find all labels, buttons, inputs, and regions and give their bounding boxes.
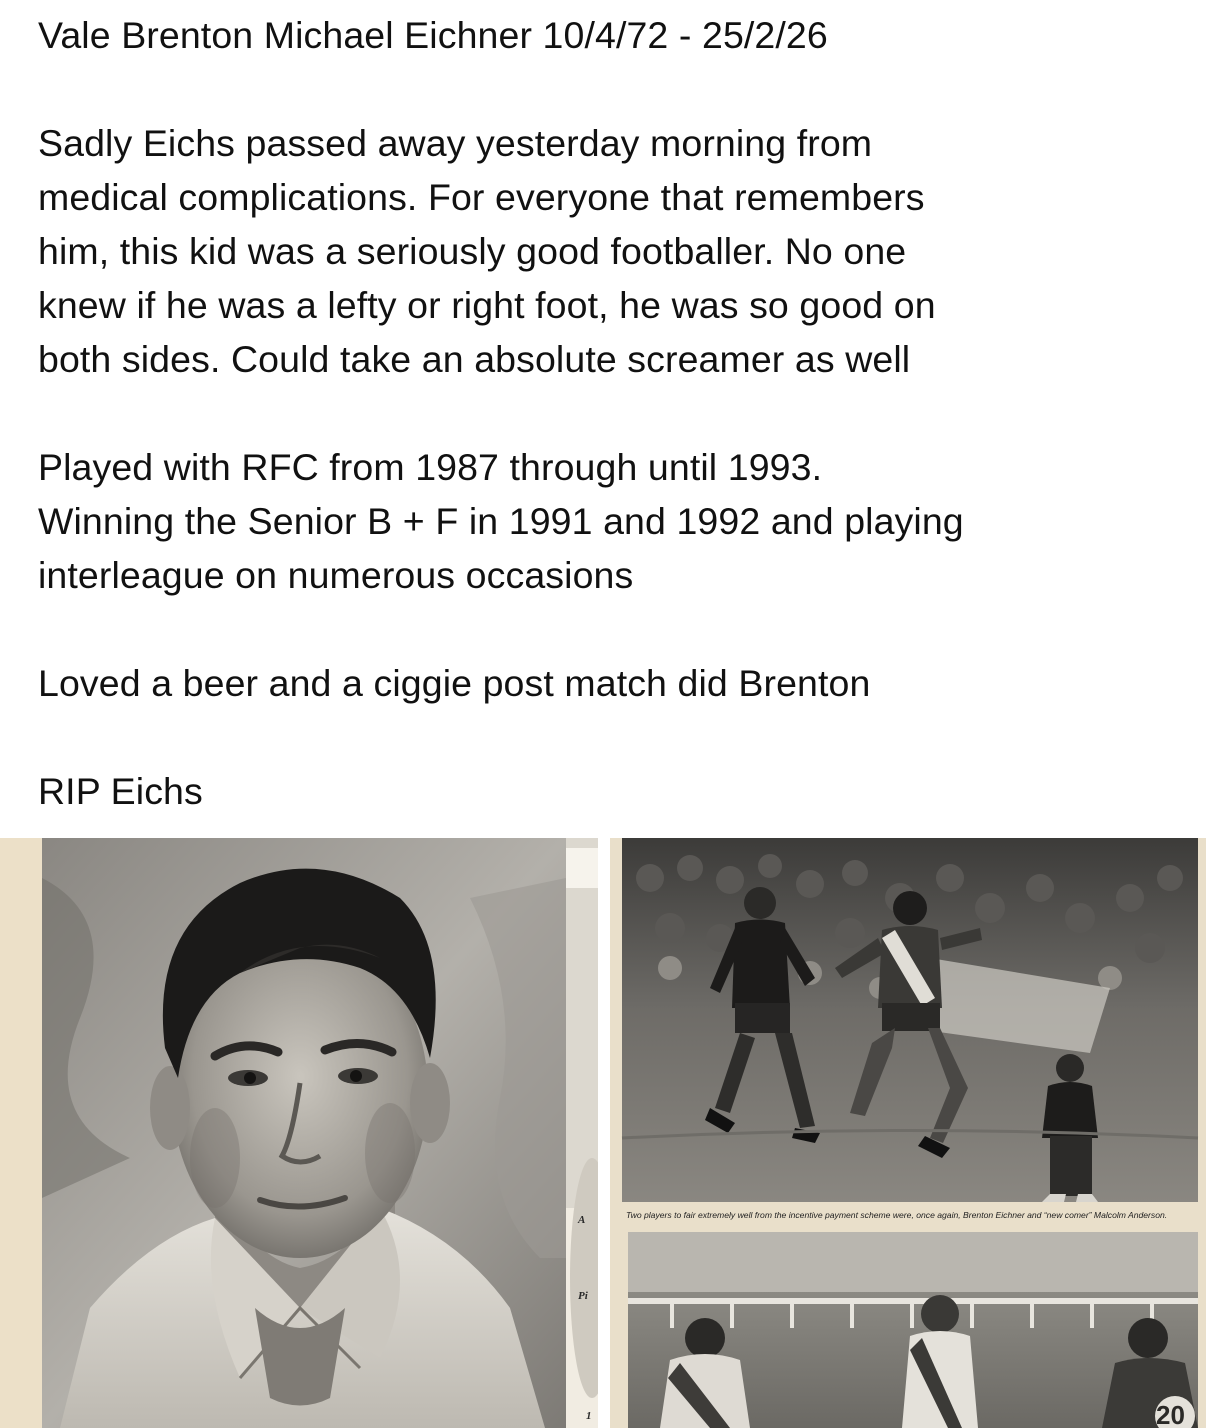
photo-gallery [0,838,1206,1428]
post-title: Vale Brenton Michael Eichner 10/4/72 - 25/2/26 [38,14,828,56]
paragraph-2-line-1: Played with RFC from 1987 through until 1993. [38,446,823,488]
paragraph-spacer [38,602,1188,656]
paragraph-1-line-2: medical complications. For everyone that remembers [38,176,925,218]
paragraph-3: Loved a beer and a ciggie post match did Brenton [38,662,871,704]
paragraph-2-line-3: interleague on numerous occasions [38,554,634,596]
margin-text-1: 1 [586,1410,592,1422]
margin-text-pi: Pi [578,1290,588,1302]
paragraph-2-line-2: Winning the Senior B + F in 1991 and 1992 and playing [38,500,964,542]
paragraph-1-line-4: knew if he was a lefty or right foot, he was so good on [38,284,936,326]
football-action-photo[interactable] [610,838,1206,1428]
paragraph-spacer [38,386,1188,440]
paragraph-1-line-3: him, this kid was a seriously good footballer. No one [38,230,907,272]
paragraph-1-line-5: both sides. Could take an absolute screamer as well [38,338,911,380]
post-text [38,8,1188,818]
portrait-photo[interactable] [0,838,598,1428]
jersey-number: 20 [1156,1400,1185,1428]
paragraph-spacer [38,62,1188,116]
photo-caption: Two players to fair extremely well from the incentive payment scheme were, once again, Brenton Eichner and “new comer” Malcolm Anderson. [626,1210,1168,1220]
portrait-photo-icon [0,838,598,1428]
paragraph-1-line-1: Sadly Eichs passed away yesterday morning from [38,122,873,164]
football-action-photo-icon [610,838,1206,1428]
margin-text-a: A [578,1214,586,1226]
paragraph-spacer [38,710,1188,764]
closing-line: RIP Eichs [38,770,203,812]
